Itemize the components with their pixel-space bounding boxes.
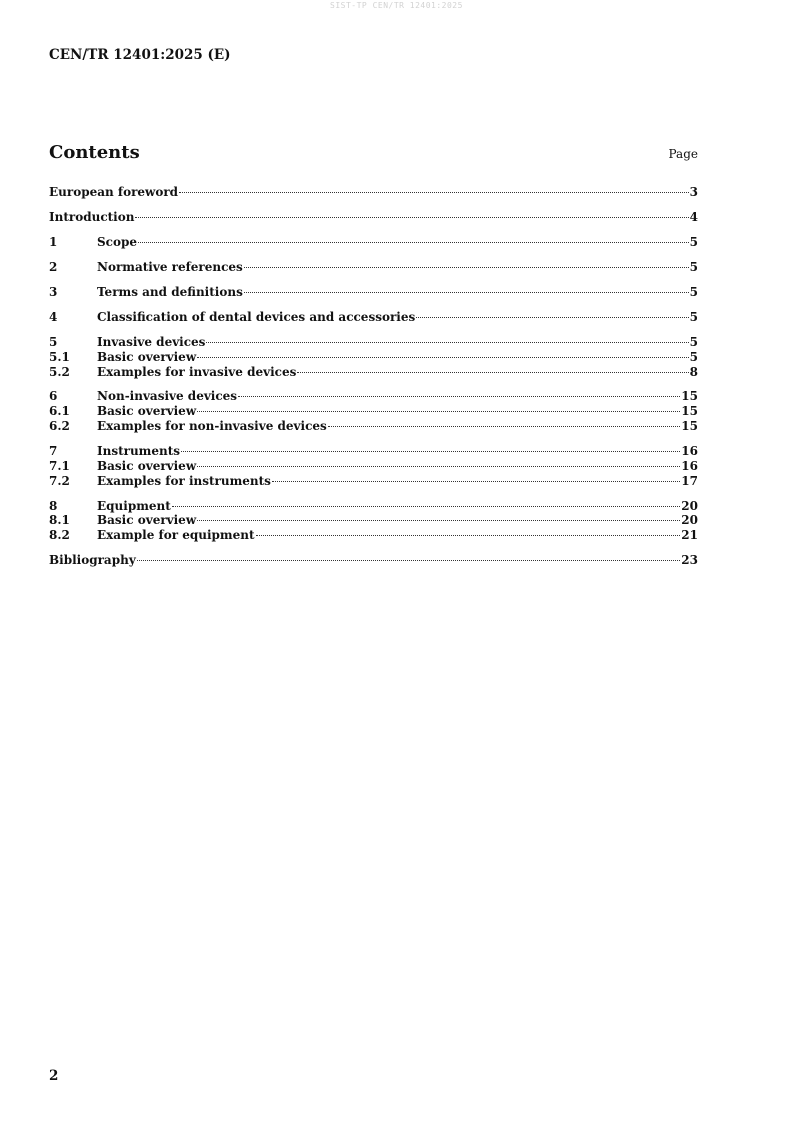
toc-entry-title: Examples for non-invasive devices: [97, 419, 327, 434]
leader-dots: [172, 506, 680, 507]
toc-entry-title: Equipment: [97, 498, 171, 513]
toc-entry-title: Basic overview: [97, 349, 197, 364]
toc-entry-number: 5.1: [49, 349, 70, 364]
toc-entry-title: Basic overview: [97, 513, 197, 528]
contents-heading: Contents: [49, 142, 140, 163]
toc-entry-page: 5: [689, 284, 698, 299]
leader-dots: [197, 520, 680, 521]
toc-entry-4[interactable]: [49, 310, 698, 325]
toc-entry-number: 7.1: [49, 458, 70, 473]
toc-entry-number: 7: [49, 444, 58, 459]
toc-entry-number: 8.1: [49, 513, 70, 528]
toc-entry-title: Instruments: [97, 444, 181, 459]
toc-entry-number: 3: [49, 284, 58, 299]
toc-entry-number: 6.2: [49, 419, 70, 434]
toc-entry-number: 8.2: [49, 528, 70, 543]
leader-dots: [244, 292, 689, 293]
toc-entry-page: 17: [681, 473, 698, 488]
leader-dots: [256, 535, 681, 536]
toc-entry-introduction[interactable]: [49, 210, 698, 225]
document-id: CEN/TR 12401:2025 (E): [49, 47, 231, 63]
watermark: SIST-TP CEN/TR 12401:2025: [330, 1, 463, 10]
leader-dots: [244, 267, 689, 268]
toc-entry-page: 5: [689, 334, 698, 349]
toc-entry-number: 7.2: [49, 473, 70, 488]
toc-entry-6-2[interactable]: [49, 419, 698, 434]
page-column-label: Page: [668, 147, 698, 161]
leader-dots: [138, 242, 689, 243]
toc-entry-title: Bibliography: [49, 553, 136, 568]
toc-entry-title: Introduction: [49, 209, 135, 224]
leader-dots: [297, 372, 688, 373]
leader-dots: [328, 426, 681, 427]
toc-entry-number: 6: [49, 389, 58, 404]
toc-entry-page: 16: [681, 458, 698, 473]
toc-entry-page: 3: [689, 185, 698, 199]
toc-entry-page: 15: [681, 419, 698, 434]
toc-entry-page: 15: [681, 404, 698, 419]
toc-entry-number: 2: [49, 259, 58, 274]
toc-entry-title: Invasive devices: [97, 334, 206, 349]
toc-entry-title: Examples for instruments: [97, 473, 271, 488]
leader-dots: [197, 357, 688, 358]
toc-entry-title: Normative references: [97, 259, 243, 274]
leader-dots: [179, 192, 689, 193]
table-of-contents: [49, 185, 698, 568]
toc-entry-title: Classification of dental devices and accessories: [97, 309, 416, 324]
toc-entry-title: Basic overview: [97, 458, 197, 473]
toc-entry-bibliography[interactable]: [49, 553, 698, 568]
toc-entry-title: Example for equipment: [97, 528, 255, 543]
toc-entry-page: 16: [681, 444, 698, 459]
toc-entry-3[interactable]: [49, 285, 698, 300]
leader-dots: [206, 342, 688, 343]
toc-entry-8-2[interactable]: [49, 528, 698, 543]
leader-dots: [197, 466, 680, 467]
leader-dots: [197, 411, 680, 412]
toc-entry-title: Terms and definitions: [97, 284, 243, 299]
toc-entry-title: Scope: [97, 234, 138, 249]
toc-entry-page: 23: [681, 553, 698, 568]
leader-dots: [181, 451, 680, 452]
toc-entry-6[interactable]: [49, 389, 698, 404]
toc-entry-page: 8: [689, 364, 698, 379]
toc-entry-number: 5: [49, 334, 58, 349]
toc-entry-page: 20: [681, 513, 698, 528]
page-number: 2: [49, 1068, 59, 1084]
toc-entry-foreword[interactable]: [49, 185, 698, 200]
toc-entry-5-2[interactable]: [49, 365, 698, 380]
toc-entry-page: 20: [681, 498, 698, 513]
toc-entry-page: 5: [689, 349, 698, 364]
toc-entry-title: European foreword: [49, 185, 179, 199]
toc-entry-8[interactable]: [49, 499, 698, 514]
toc-entry-number: 1: [49, 234, 58, 249]
toc-entry-number: 6.1: [49, 404, 70, 419]
toc-entry-page: 15: [681, 389, 698, 404]
toc-entry-7[interactable]: [49, 444, 698, 459]
toc-entry-number: 8: [49, 498, 58, 513]
toc-entry-number: 4: [49, 309, 58, 324]
toc-entry-6-1[interactable]: [49, 404, 698, 419]
toc-entry-8-1[interactable]: [49, 513, 698, 528]
leader-dots: [137, 560, 681, 561]
toc-entry-page: 5: [689, 234, 698, 249]
leader-dots: [416, 317, 688, 318]
toc-entry-title: Basic overview: [97, 404, 197, 419]
toc-entry-7-1[interactable]: [49, 459, 698, 474]
leader-dots: [272, 481, 680, 482]
leader-dots: [238, 396, 680, 397]
toc-entry-5-1[interactable]: [49, 350, 698, 365]
toc-entry-page: 5: [689, 259, 698, 274]
toc-entry-page: 4: [689, 209, 698, 224]
toc-entry-title: Examples for invasive devices: [97, 364, 297, 379]
toc-entry-2[interactable]: [49, 260, 698, 275]
toc-entry-7-2[interactable]: [49, 474, 698, 489]
toc-entry-title: Non-invasive devices: [97, 389, 238, 404]
toc-entry-5[interactable]: [49, 335, 698, 350]
toc-entry-number: 5.2: [49, 364, 70, 379]
toc-entry-page: 5: [689, 309, 698, 324]
toc-entry-1[interactable]: [49, 235, 698, 250]
leader-dots: [135, 217, 688, 218]
toc-entry-page: 21: [681, 528, 698, 543]
